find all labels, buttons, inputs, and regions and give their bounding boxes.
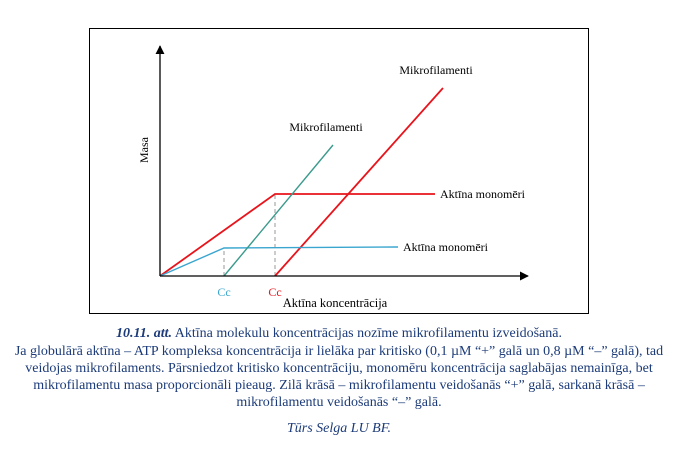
- critical-guides: [224, 194, 275, 276]
- series-group: [160, 88, 443, 276]
- series-label-filament-minus: Mikrofilamenti: [399, 63, 473, 77]
- critical-label-minus: Cc: [268, 285, 282, 299]
- figure-title: Aktīna molekulu koncentrācijas nozīme mikrofilamentu izveidošanā.: [174, 326, 562, 341]
- series-label-filament-plus: Mikrofilamenti: [289, 120, 363, 134]
- series-label-monomer-minus: Aktīna monomēri: [440, 187, 525, 201]
- figure-caption-body: Ja globulārā aktīna – ATP kompleksa koncentrācija ir lielāka par kritisko (0,1 µM “+” galā un 0,8 µM “–” galā), tad veidojas mikrofilaments. Pārsniedzot kritisko koncentrāciju, monomēru koncentrācija saglabājas nemainīga, bet mikrofilamentu masa proporcionāli pieaug. Zilā krāsā – mikrofilamentu veidošanās “+” galā, sarkanā krāsā – mikrofilamentu veidošanās “–” galā.: [14, 344, 664, 410]
- figure-number: 10.11. att.: [116, 326, 173, 341]
- series-line-monomer-minus: [160, 194, 435, 276]
- figure-caption-title: [0, 325, 678, 342]
- critical-labels: [217, 285, 281, 299]
- series-line-filament-plus: [224, 145, 333, 276]
- series-label-monomer-plus: Aktīna monomēri: [403, 240, 488, 254]
- x-axis-label: Aktīna koncentrācija: [282, 296, 388, 310]
- critical-label-plus: Cc: [217, 285, 231, 299]
- y-axis-label: Masa: [137, 137, 151, 163]
- figure-credit: Tūrs Selga LU BF.: [287, 421, 391, 436]
- series-labels: [289, 63, 525, 254]
